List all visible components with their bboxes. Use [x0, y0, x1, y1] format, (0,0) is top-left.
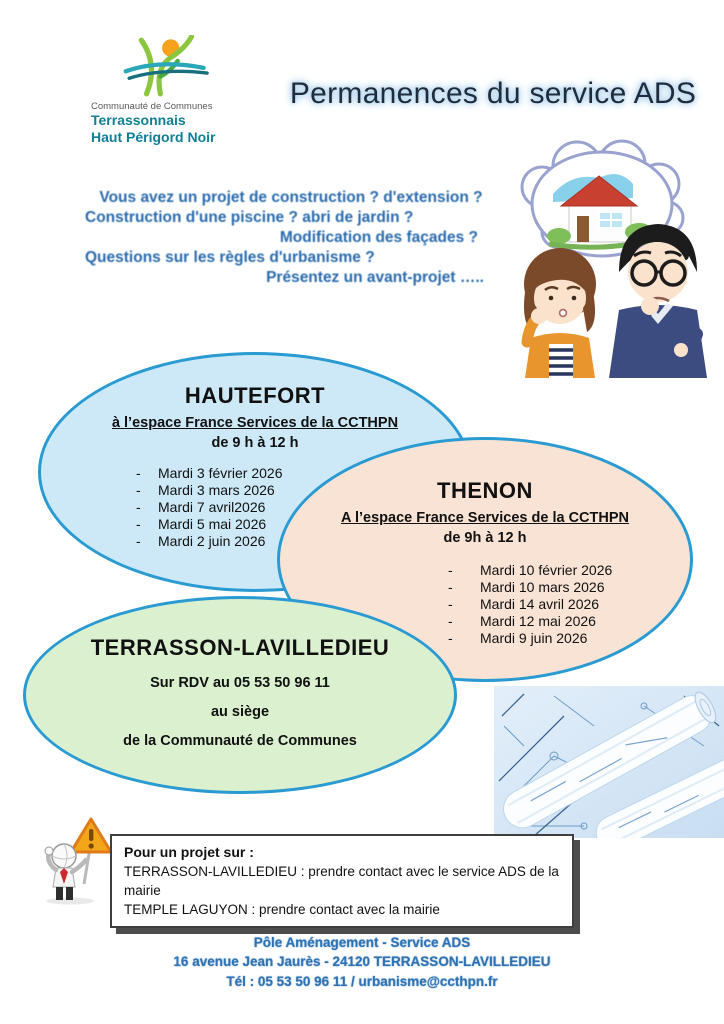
date-item — [448, 596, 690, 613]
date-text: Mardi 14 avril 2026 — [480, 596, 600, 612]
location-venue: A l’espace France Services de la CCTHPN — [341, 510, 629, 526]
footer-line: Tél : 05 53 50 96 11 / urbanisme@ccthpn.fr — [226, 973, 498, 989]
date-text: Mardi 3 mars 2026 — [158, 482, 275, 498]
blueprint-icon — [494, 686, 724, 838]
terr-line: de la Communauté de Communes — [123, 733, 357, 749]
location-title: THENON — [437, 478, 533, 503]
org-name-line1: Communauté de Communes — [91, 101, 213, 112]
date-text: Mardi 7 avril2026 — [158, 499, 266, 515]
date-text: Mardi 12 mai 2026 — [480, 613, 596, 629]
intro-line: Construction d'une piscine ? abri de jardin ? — [85, 209, 414, 226]
intro-line: Vous avez un projet de construction ? d'extension ? — [99, 189, 483, 206]
date-item — [448, 579, 690, 596]
warning-triangle-icon — [71, 819, 111, 852]
footer-line: 16 avenue Jean Jaurès - 24120 TERRASSON-LAVILLEDIEU — [173, 954, 551, 969]
dash-bullet: - — [448, 630, 453, 646]
notice-line: TERRASSON-LAVILLEDIEU : prendre contact avec le service ADS de la mairie — [124, 864, 559, 898]
location-title: HAUTEFORT — [184, 383, 326, 408]
notice-heading: Pour un projet sur : — [124, 844, 254, 860]
location-hours: de 9h à 12 h — [443, 530, 527, 546]
date-text: Mardi 3 février 2026 — [158, 465, 283, 481]
footer-line: Pôle Aménagement - Service ADS — [253, 934, 471, 950]
thinking-couple-icon — [487, 132, 720, 378]
page-title-text: Permanences du service ADS — [289, 77, 697, 110]
page-title — [283, 53, 703, 135]
intro-line: Questions sur les règles d'urbanisme ? — [85, 249, 375, 266]
org-logo-card — [85, 33, 247, 175]
warning-figure-illustration — [34, 814, 120, 906]
woman-figure — [524, 248, 596, 378]
blueprints-illustration — [494, 686, 724, 838]
date-item — [448, 613, 690, 630]
dash-bullet: - — [448, 596, 453, 612]
date-text: Mardi 5 mai 2026 — [158, 516, 267, 532]
org-logo-icon — [109, 35, 229, 99]
warning-figure-icon — [34, 814, 120, 906]
dash-bullet: - — [136, 516, 141, 532]
notice-lines — [124, 862, 560, 919]
permanence-ellipse-terrasson — [23, 596, 457, 794]
date-item — [448, 562, 690, 579]
date-text: Mardi 10 mars 2026 — [480, 579, 605, 595]
dash-bullet: - — [448, 579, 453, 595]
terrasson-lines — [26, 675, 454, 749]
date-text: Mardi 2 juin 2026 — [158, 533, 266, 549]
org-name-line3: Haut Périgord Noir — [91, 129, 216, 145]
intro-questions — [28, 188, 514, 288]
intro-line: Modification des façades ? — [279, 229, 478, 246]
project-notice-box — [110, 834, 574, 928]
location-hours: de 9 h à 12 h — [211, 435, 299, 451]
terr-line: Sur RDV au 05 53 50 96 11 — [150, 675, 330, 691]
thinking-couple-illustration — [487, 132, 720, 378]
dash-bullet: - — [136, 465, 141, 481]
date-text: Mardi 10 février 2026 — [480, 562, 613, 578]
date-item — [448, 630, 690, 647]
dash-bullet: - — [136, 499, 141, 515]
location-title: TERRASSON-LAVILLEDIEU — [90, 635, 390, 660]
dash-bullet: - — [136, 482, 141, 498]
intro-line: Présentez un avant-projet ….. — [266, 269, 484, 286]
dash-bullet: - — [448, 562, 453, 578]
date-list — [448, 562, 690, 647]
date-text: Mardi 9 juin 2026 — [480, 630, 588, 646]
location-venue: à l’espace France Services de la CCTHPN — [111, 415, 399, 431]
dash-bullet: - — [136, 533, 141, 549]
terr-line: au siège — [210, 704, 270, 720]
org-name-line2: Terrassonnais — [91, 112, 186, 128]
notice-line: TEMPLE LAGUYON : prendre contact avec la mairie — [124, 902, 440, 917]
dash-bullet: - — [448, 613, 453, 629]
man-figure — [609, 224, 707, 378]
